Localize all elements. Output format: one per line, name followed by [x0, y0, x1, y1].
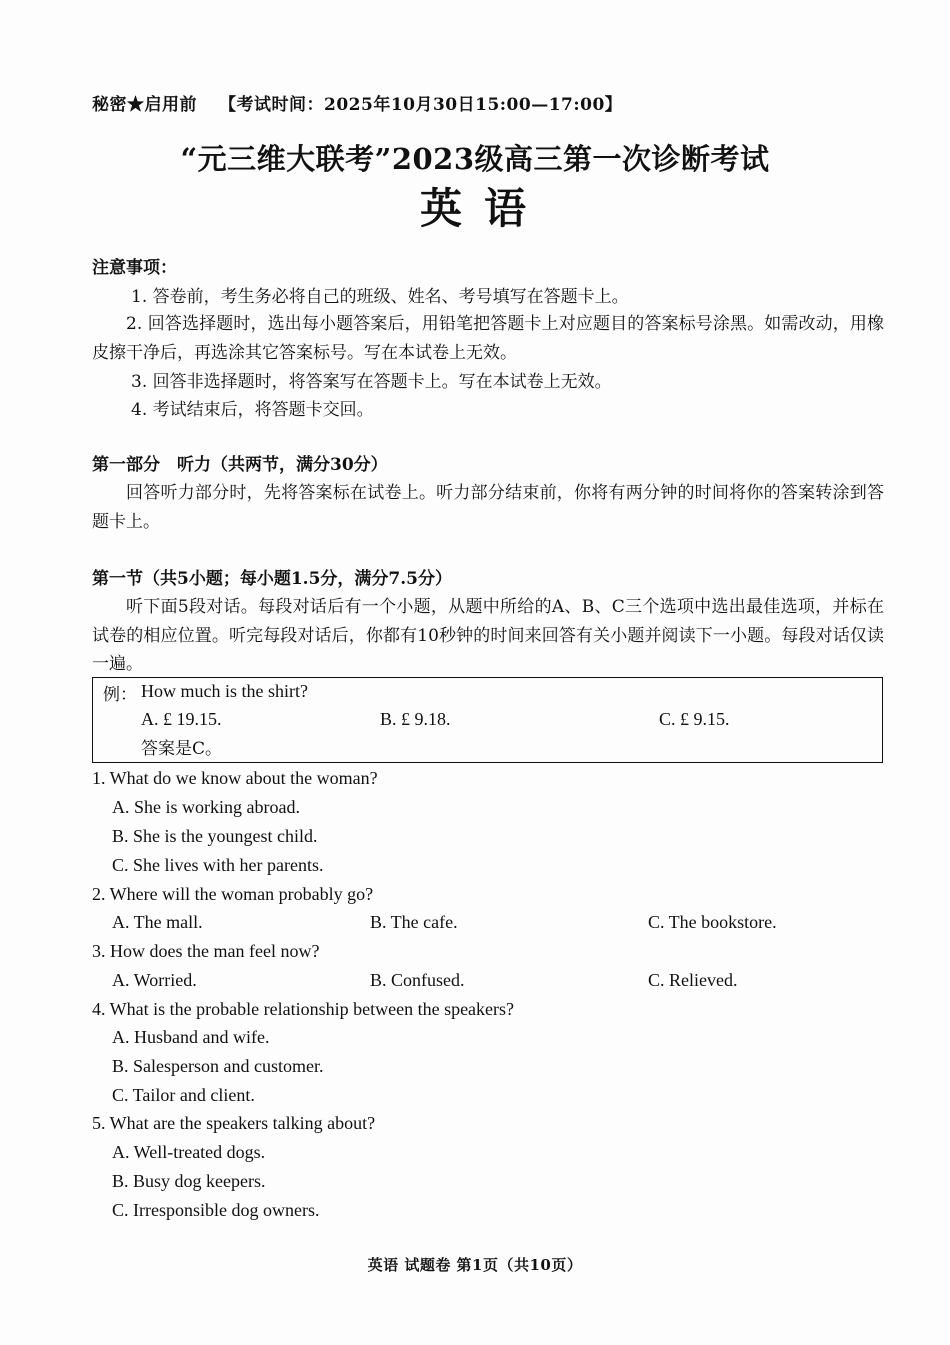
exam-time: 【考试时间：2025年10月30日15:00—17:00】 — [219, 95, 623, 115]
question-option: C. Relieved. — [648, 970, 738, 990]
question-option: B. Confused. — [370, 970, 465, 990]
notice-item-3: 3. 回答非选择题时，将答案写在答题卡上。写在本试卷上无效。 — [131, 372, 612, 392]
question-option: B. The cafe. — [370, 912, 458, 932]
example-answer: 答案是C。 — [141, 739, 223, 759]
question-option: B. She is the youngest child. — [112, 826, 318, 846]
example-question: How much is the shirt? — [141, 681, 308, 701]
question-option: C. She lives with her parents. — [112, 855, 324, 875]
section1-intro: 听下面5段对话。每段对话后有一个小题，从题中所给的A、B、C三个选项中选出最佳选项，并标在试卷的相应位置。听完每段对话后，你都有10秒钟的时间来回答有关小题并阅读下一小题。每段对话仅读一遍。 — [92, 597, 884, 675]
question-option: A. Well-treated dogs. — [112, 1142, 266, 1162]
question-option: C. Tailor and client. — [112, 1085, 255, 1105]
question-option: C. The bookstore. — [648, 912, 777, 932]
question-option: B. Busy dog keepers. — [112, 1171, 266, 1191]
example-label: 例： — [103, 685, 137, 705]
question-stem: 2. Where will the woman probably go? — [92, 884, 374, 904]
section1-title: 第一节（共5小题；每小题1.5分，满分7.5分） — [92, 569, 452, 589]
question-option: A. Husband and wife. — [112, 1027, 270, 1047]
question-option: B. Salesperson and customer. — [112, 1056, 324, 1076]
notice-item-1: 1. 答卷前，考生务必将自己的班级、姓名、考号填写在答题卡上。 — [131, 287, 629, 307]
question-option: A. The mall. — [112, 912, 203, 932]
question-stem: 4. What is the probable relationship between the speakers? — [92, 999, 515, 1019]
header-line — [92, 90, 622, 115]
page-footer: 英语 试题卷 第1页（共10页） — [367, 1256, 583, 1274]
question-option: A. She is working abroad. — [112, 797, 300, 817]
notice-item-4: 4. 考试结束后，将答题卡交回。 — [131, 400, 374, 420]
question-stem: 3. How does the man feel now? — [92, 941, 320, 961]
notice-title: 注意事项： — [92, 258, 177, 278]
question-option: C. Irresponsible dog owners. — [112, 1200, 320, 1220]
part1-intro: 回答听力部分时，先将答案标在试卷上。听力部分结束前，你将有两分钟的时间将你的答案转涂到答题卡上。 — [92, 483, 884, 532]
exam-title: “元三维大联考”2023级高三第一次诊断考试 — [180, 142, 770, 176]
example-option-a: A. £ 19.15. — [141, 709, 222, 729]
secret-label: 秘密★启用前 — [92, 95, 197, 115]
part1-title: 第一部分 听力（共两节，满分30分） — [92, 455, 388, 475]
question-stem: 5. What are the speakers talking about? — [92, 1113, 376, 1133]
question-stem: 1. What do we know about the woman? — [92, 768, 378, 788]
question-option: A. Worried. — [112, 970, 197, 990]
example-option-b: B. £ 9.18. — [380, 709, 451, 729]
subject-title: 英语 — [419, 184, 548, 233]
example-option-c: C. £ 9.15. — [659, 709, 730, 729]
notice-item-2: 2. 回答选择题时，选出每小题答案后，用铅笔把答题卡上对应题目的答案标号涂黑。如需改动，用橡皮擦干净后，再选涂其它答案标号。写在本试卷上无效。 — [92, 314, 884, 363]
